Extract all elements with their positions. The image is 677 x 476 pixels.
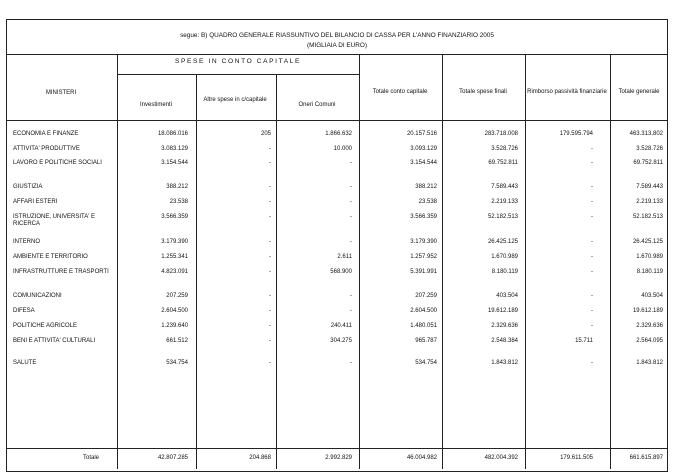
- table-row: [7, 254, 667, 270]
- total-totale-finali: 482.004.392: [484, 455, 518, 461]
- table-row: [7, 269, 667, 285]
- rimborso-value: -: [591, 199, 593, 205]
- totale-capitale-value: 965.787: [415, 338, 437, 344]
- total-rimborso: 179.611.505: [560, 455, 593, 461]
- totale-generale-value: 463.313.802: [629, 131, 663, 137]
- table-row: [7, 338, 667, 354]
- altre-value: -: [269, 254, 271, 260]
- investimenti-value: 2.604.500: [161, 308, 188, 314]
- totale-generale-value: 2.219.133: [636, 199, 663, 205]
- totale-generale-value: 7.589.443: [636, 184, 663, 190]
- rimborso-value: 179.595.794: [559, 131, 593, 137]
- total-totale-generale: 661.615.897: [629, 455, 663, 461]
- table-row: [7, 160, 667, 176]
- header-totale-generale: Totale generale: [618, 89, 660, 95]
- oneri-value: -: [350, 199, 352, 205]
- altre-value: 205: [260, 131, 271, 137]
- totale-capitale-value: 388.212: [415, 184, 437, 190]
- total-totale-capitale: 46.004.982: [406, 455, 437, 461]
- total-oneri: 2.992.829: [325, 455, 352, 461]
- header-totale-spese-finali: Totale spese finali: [459, 89, 507, 95]
- total-divider: [7, 448, 667, 449]
- oneri-value: 1.866.632: [325, 131, 352, 137]
- oneri-value: 304.275: [330, 338, 352, 344]
- header-oneri-comuni: Oneri Comuni: [298, 102, 336, 108]
- investimenti-value: 534.754: [166, 360, 188, 366]
- header-totale-conto-capitale: Totale conto capitale: [372, 89, 428, 95]
- totale-finali-value: 19.612.189: [487, 308, 518, 314]
- totale-capitale-value: 3.566.359: [410, 214, 437, 220]
- totale-capitale-value: 534.754: [415, 360, 437, 366]
- rimborso-value: -: [591, 360, 593, 366]
- investimenti-value: 388.212: [166, 184, 188, 190]
- totale-generale-value: 69.752.811: [633, 160, 663, 166]
- totale-finali-value: 69.752.811: [488, 160, 518, 166]
- altre-value: -: [269, 214, 271, 220]
- totale-capitale-value: 23.538: [418, 199, 437, 205]
- totale-finali-value: 7.589.443: [491, 184, 518, 190]
- totale-generale-value: 1.843.812: [636, 360, 663, 366]
- altre-value: -: [269, 160, 271, 166]
- totale-capitale-value: 207.259: [415, 293, 437, 299]
- oneri-value: 568.900: [330, 269, 352, 275]
- altre-value: -: [269, 293, 271, 299]
- oneri-value: -: [350, 308, 352, 314]
- oneri-value: -: [350, 293, 352, 299]
- totale-finali-value: 3.528.726: [491, 146, 518, 152]
- totale-finali-value: 8.180.119: [491, 269, 518, 275]
- totale-capitale-value: 1.480.051: [410, 323, 437, 329]
- totale-generale-value: 403.504: [641, 293, 663, 299]
- ministry-name: ECONOMIA E FINANZE: [13, 131, 79, 137]
- ministry-name: INTERNO: [13, 239, 40, 245]
- ministry-name: BENI E ATTIVITA' CULTURALI: [13, 338, 96, 344]
- altre-value: -: [269, 239, 271, 245]
- rimborso-value: -: [591, 269, 593, 275]
- altre-value: -: [269, 360, 271, 366]
- rimborso-value: -: [591, 239, 593, 245]
- ministry-name: AMBIENTE E TERRITORIO: [13, 254, 88, 260]
- totale-capitale-value: 3.093.129: [410, 146, 437, 152]
- totale-finali-value: 2.219.133: [491, 199, 518, 205]
- header-ministeri: MINISTERI: [45, 90, 77, 96]
- altre-value: -: [269, 199, 271, 205]
- table-row: [7, 239, 667, 255]
- investimenti-value: 3.083.129: [161, 146, 188, 152]
- investimenti-value: 661.512: [166, 338, 188, 344]
- table-row: [7, 360, 667, 376]
- investimenti-value: 1.239.640: [161, 323, 188, 329]
- table-row: [7, 199, 667, 215]
- table-row: [7, 308, 667, 324]
- table-title: segue: B) QUADRO GENERALE RIASSUNTIVO DEL BILANCIO DI CASSA PER L'ANNO FINANZIARIO 2005: [180, 32, 494, 39]
- investimenti-value: 3.566.359: [161, 214, 188, 220]
- rimborso-value: -: [591, 323, 593, 329]
- totale-finali-value: 2.329.636: [491, 323, 518, 329]
- totale-generale-value: 26.425.125: [632, 239, 663, 245]
- header-divider: [7, 120, 667, 121]
- investimenti-value: 23.538: [169, 199, 188, 205]
- totale-capitale-value: 20.157.516: [406, 131, 437, 137]
- rimborso-value: -: [591, 308, 593, 314]
- totale-capitale-value: 3.179.390: [410, 239, 437, 245]
- altre-value: -: [269, 323, 271, 329]
- oneri-value: -: [350, 214, 352, 220]
- rimborso-value: 15.711: [575, 338, 593, 344]
- ministry-name: ATTIVITA' PRODUTTIVE: [13, 146, 80, 152]
- totale-finali-value: 283.718.008: [484, 131, 518, 137]
- table-row: [7, 214, 667, 230]
- ministry-name: LAVORO E POLITICHE SOCIALI: [13, 160, 102, 166]
- rimborso-value: -: [591, 214, 593, 220]
- totale-finali-value: 26.425.125: [487, 239, 518, 245]
- totale-finali-value: 2.548.384: [491, 338, 518, 344]
- total-row: [7, 453, 667, 469]
- altre-value: -: [269, 184, 271, 190]
- totale-generale-value: 1.670.989: [636, 254, 663, 260]
- totale-generale-value: 52.182.513: [632, 214, 663, 220]
- investimenti-value: 18.086.016: [157, 131, 188, 137]
- table-row: [7, 293, 667, 309]
- totale-generale-value: 19.612.189: [632, 308, 663, 314]
- rimborso-value: -: [591, 160, 593, 166]
- total-altre: 204.868: [249, 455, 271, 461]
- budget-table: [6, 19, 668, 472]
- oneri-value: 10.000: [333, 146, 352, 152]
- table-row: [7, 323, 667, 339]
- group-divider: [117, 74, 359, 75]
- oneri-value: -: [350, 184, 352, 190]
- totale-finali-value: 52.182.513: [487, 214, 518, 220]
- investimenti-value: 4.823.091: [161, 269, 188, 275]
- ministry-name: POLITICHE AGRICOLE: [13, 323, 78, 329]
- oneri-value: -: [350, 239, 352, 245]
- altre-value: -: [269, 269, 271, 275]
- altre-value: -: [269, 146, 271, 152]
- ministry-name: COMUNICAZIONI: [13, 293, 62, 299]
- oneri-value: -: [350, 360, 352, 366]
- totale-finali-value: 403.504: [496, 293, 518, 299]
- ministry-name: ISTRUZIONE, UNIVERSITA' E RICERCA: [13, 214, 96, 227]
- rimborso-value: -: [591, 293, 593, 299]
- table-subtitle: (MIGLIAIA DI EURO): [306, 42, 367, 49]
- totale-capitale-value: 1.257.952: [410, 254, 437, 260]
- totale-finali-value: 1.670.989: [491, 254, 518, 260]
- header-investimenti: Investimenti: [139, 102, 172, 108]
- oneri-value: -: [350, 160, 352, 166]
- header-spese-conto-capitale: SPESE IN CONTO CAPITALE: [175, 58, 301, 65]
- totale-generale-value: 2.329.636: [636, 323, 663, 329]
- totale-finali-value: 1.843.812: [491, 360, 518, 366]
- totale-generale-value: 2.564.095: [636, 338, 663, 344]
- totale-capitale-value: 2.604.500: [410, 308, 437, 314]
- altre-value: -: [269, 338, 271, 344]
- rimborso-value: -: [591, 146, 593, 152]
- ministry-name: INFRASTRUTTURE E TRASPORTI: [13, 269, 109, 275]
- investimenti-value: 3.154.544: [161, 160, 188, 166]
- ministry-name: SALUTE: [13, 360, 37, 366]
- totale-capitale-value: 3.154.544: [410, 160, 437, 166]
- ministry-name: AFFARI ESTERI: [13, 199, 58, 205]
- oneri-value: 2.611: [337, 254, 352, 260]
- rimborso-value: -: [591, 184, 593, 190]
- oneri-value: 240.411: [330, 323, 352, 329]
- ministry-name: GIUSTIZIA: [13, 184, 43, 190]
- rimborso-value: -: [591, 254, 593, 260]
- totale-generale-value: 3.528.726: [636, 146, 663, 152]
- title-block: [7, 20, 667, 55]
- table-row: [7, 131, 667, 147]
- altre-value: -: [269, 308, 271, 314]
- header-altre-spese: Altre spese in c/capitale: [203, 97, 267, 103]
- total-investimenti: 42.807.285: [157, 455, 188, 461]
- header-rimborso: Rimborso passività finanziarie: [527, 89, 607, 95]
- investimenti-value: 3.179.390: [161, 239, 188, 245]
- total-label: Totale: [83, 455, 100, 461]
- table-row: [7, 184, 667, 200]
- totale-generale-value: 8.180.119: [636, 269, 663, 275]
- ministry-name: DIFESA: [13, 308, 35, 314]
- investimenti-value: 207.259: [166, 293, 188, 299]
- investimenti-value: 1.255.341: [161, 254, 188, 260]
- totale-capitale-value: 5.391.991: [410, 269, 437, 275]
